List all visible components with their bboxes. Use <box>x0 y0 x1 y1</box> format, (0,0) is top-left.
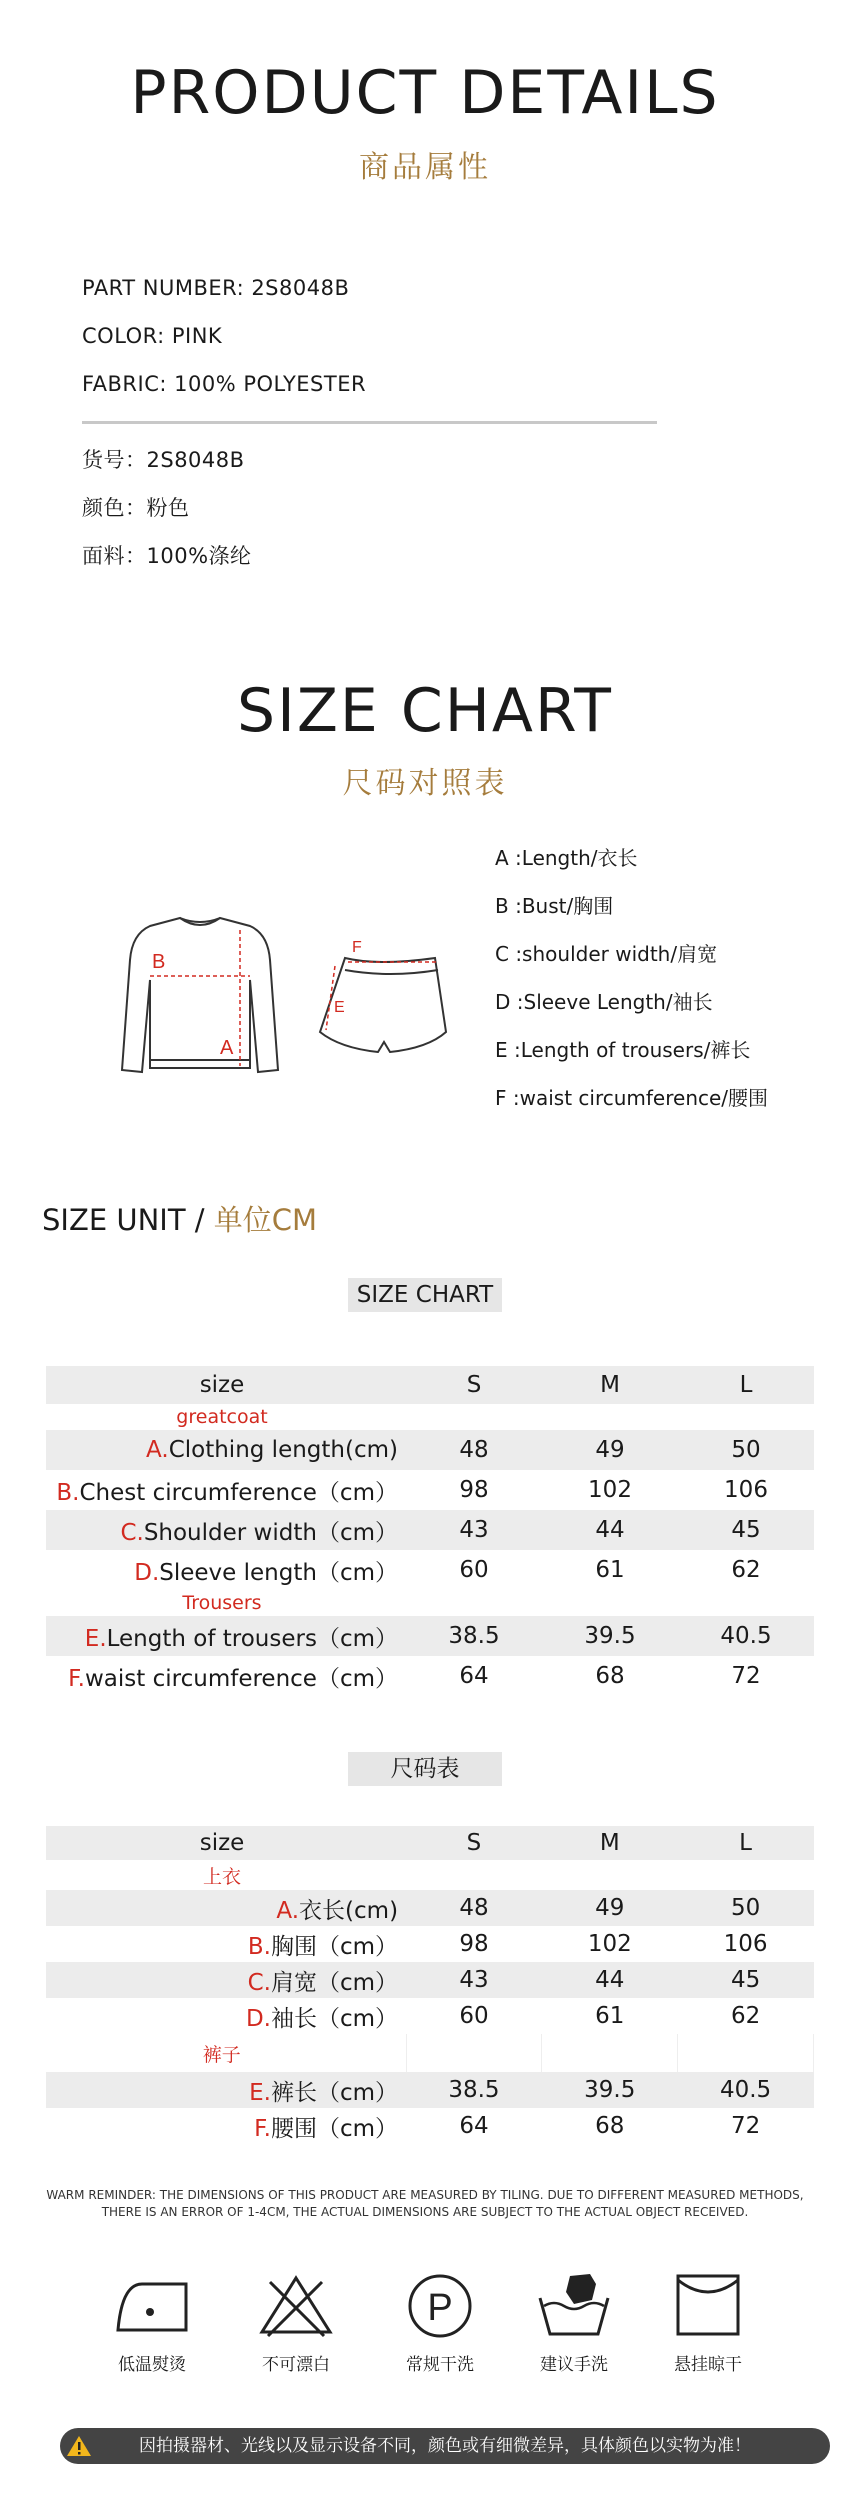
dry-clean-icon <box>400 2270 480 2340</box>
care-iron-low <box>82 2270 222 2375</box>
cell-l: 72 <box>731 1663 761 1689</box>
row-label: 袖长（cm） <box>270 2005 399 2032</box>
cell-s: 48 <box>406 1430 542 1470</box>
cell-l: 40.5 <box>678 2072 814 2108</box>
cell-s: 43 <box>406 1962 542 1998</box>
row-letter: F. <box>254 2115 271 2142</box>
size-chart-subtitle: 尺码对照表 <box>342 766 508 801</box>
cell-m: 39.5 <box>542 2072 678 2108</box>
row-letter: C. <box>120 1519 144 1546</box>
garment-diagram <box>100 900 490 1090</box>
cell-s: 64 <box>459 2113 489 2139</box>
care-label: 建议手洗 <box>540 2355 608 2375</box>
header-m: M <box>542 1366 678 1404</box>
size-unit-en: SIZE UNIT / <box>42 1203 214 1237</box>
row-letter: D. <box>245 2005 271 2032</box>
legend-b: B :Bust/胸围 <box>495 894 614 918</box>
iron-low-icon <box>112 2270 192 2340</box>
diagram-label-f: F <box>352 939 362 956</box>
table-row <box>46 1962 814 1998</box>
care-hand-wash <box>504 2270 644 2375</box>
size-unit <box>42 1198 317 1239</box>
row-label: Length of trousers（cm） <box>106 1625 398 1652</box>
table-header-row <box>46 1366 814 1404</box>
dry-clean-glyph: P <box>427 2287 453 2329</box>
cell-l: 106 <box>724 1477 768 1503</box>
size-unit-cn: 单位CM <box>213 1203 318 1237</box>
cell-m: 49 <box>542 1430 678 1470</box>
header-l: L <box>678 1826 814 1860</box>
header-m: M <box>542 1826 678 1860</box>
row-label: 胸围（cm） <box>270 1933 399 1960</box>
cell-m: 39.5 <box>542 1616 678 1656</box>
table-row <box>46 1510 814 1550</box>
cell-s: 43 <box>406 1510 542 1550</box>
page-subtitle: 商品属性 <box>359 150 491 185</box>
no-bleach-icon <box>256 2270 336 2340</box>
cell-m: 49 <box>542 1890 678 1926</box>
group-label: greatcoat <box>176 1406 268 1428</box>
row-label: Chest circumference（cm） <box>79 1479 398 1506</box>
header-size: size <box>46 1826 406 1860</box>
cell-m: 44 <box>542 1962 678 1998</box>
cell-s: 38.5 <box>406 2072 542 2108</box>
row-letter: A. <box>276 1897 300 1924</box>
row-letter: A. <box>146 1437 169 1463</box>
row-letter: B. <box>247 1933 271 1960</box>
care-label: 悬挂晾干 <box>674 2355 742 2375</box>
warm-reminder <box>0 2187 850 2221</box>
table-row <box>46 1998 814 2034</box>
table-header-row <box>46 1826 814 1860</box>
row-label: waist circumference（cm） <box>85 1665 398 1692</box>
legend-e: E :Length of trousers/裤长 <box>495 1038 751 1062</box>
group-row <box>46 2034 814 2072</box>
header-l: L <box>678 1366 814 1404</box>
table-row <box>46 1890 814 1926</box>
divider <box>82 421 657 424</box>
care-label: 不可漂白 <box>262 2355 330 2375</box>
table-row <box>46 2072 814 2108</box>
care-label: 常规干洗 <box>406 2355 474 2375</box>
row-letter: E. <box>84 1625 107 1652</box>
legend-c: C :shoulder width/肩宽 <box>495 942 718 966</box>
cell-s: 98 <box>459 1477 489 1503</box>
spec-part-number: PART NUMBER: 2S8048B <box>82 276 350 300</box>
color-notice-text: 因拍摄器材、光线以及显示设备不同，颜色或有细微差异，具体颜色以实物为准！ <box>139 2436 751 2456</box>
cell-m: 44 <box>542 1510 678 1550</box>
legend-f: F :waist circumference/腰围 <box>495 1086 769 1110</box>
cell-m: 61 <box>595 1557 625 1583</box>
row-letter: C. <box>247 1969 271 1996</box>
cell-m: 61 <box>595 2003 625 2029</box>
spec-fabric-cn: 面料：100%涤纶 <box>82 544 252 568</box>
cell-s: 38.5 <box>406 1616 542 1656</box>
cell-m: 102 <box>588 1477 632 1503</box>
size-chart-tag: SIZE CHART <box>348 1278 502 1312</box>
cell-l: 72 <box>730 2113 761 2139</box>
care-hang-dry <box>638 2270 778 2375</box>
cell-l: 45 <box>678 1510 814 1550</box>
color-notice-bar <box>60 2428 830 2464</box>
spec-part-number-cn: 货号：2S8048B <box>82 448 245 472</box>
page-title: PRODUCT DETAILS <box>130 58 720 128</box>
size-chart-tag-cn: 尺码表 <box>348 1752 502 1786</box>
table-row <box>46 1926 814 1962</box>
cell-l: 106 <box>723 1931 768 1957</box>
hang-dry-icon <box>668 2270 748 2340</box>
table-row <box>46 1430 814 1470</box>
warm-reminder-line-1: WARM REMINDER: THE DIMENSIONS OF THIS PRODUCT ARE MEASURED BY TILING. DUE TO DIFFERENT MEASURED METHODS, <box>46 2188 804 2202</box>
cell-s: 64 <box>459 1663 489 1689</box>
row-label: 腰围（cm） <box>270 2115 399 2142</box>
cell-m: 102 <box>587 1931 632 1957</box>
table-row <box>46 1656 814 1696</box>
cell-l: 50 <box>678 1430 814 1470</box>
row-label: 裤长（cm） <box>270 2079 399 2106</box>
warm-reminder-line-2: THERE IS AN ERROR OF 1-4CM, THE ACTUAL DIMENSIONS ARE SUBJECT TO THE ACTUAL OBJECT RECEIVED. <box>101 2205 749 2219</box>
cell-s: 60 <box>459 2003 489 2029</box>
care-dry-clean <box>370 2270 510 2375</box>
spec-fabric: FABRIC: 100% POLYESTER <box>82 372 367 396</box>
diagram-label-e: E <box>334 999 345 1016</box>
table-row <box>46 1470 814 1510</box>
row-label: Sleeve length（cm） <box>159 1559 398 1586</box>
row-letter: E. <box>249 2079 271 2106</box>
spec-color-cn: 颜色：粉色 <box>82 496 190 520</box>
group-label: 上衣 <box>203 1865 242 1888</box>
diagram-label-a: A <box>220 1037 234 1059</box>
row-label: Shoulder width（cm） <box>143 1519 398 1546</box>
row-label: 衣长(cm) <box>299 1897 399 1924</box>
group-label: 裤子 <box>202 2043 241 2066</box>
row-letter: B. <box>56 1479 80 1506</box>
header-s: S <box>406 1366 542 1404</box>
care-label: 低温熨烫 <box>118 2355 186 2375</box>
row-label: 肩宽（cm） <box>270 1969 399 1996</box>
size-table-cn <box>46 1826 814 2144</box>
cell-l: 45 <box>678 1962 814 1998</box>
size-chart-title: SIZE CHART <box>237 676 613 746</box>
cell-s: 60 <box>459 1557 489 1583</box>
cell-l: 62 <box>730 2003 761 2029</box>
cell-s: 48 <box>406 1890 542 1926</box>
group-row <box>46 1404 814 1430</box>
group-row <box>46 1590 814 1616</box>
spec-color: COLOR: PINK <box>82 324 223 348</box>
top-sketch <box>122 918 278 1072</box>
row-letter: F. <box>68 1665 85 1692</box>
cell-m: 68 <box>595 1663 625 1689</box>
row-letter: D. <box>134 1559 160 1586</box>
header-size: size <box>46 1366 406 1404</box>
group-row <box>46 1860 814 1890</box>
table-row <box>46 1550 814 1590</box>
group-label: Trousers <box>182 1592 262 1614</box>
table-row <box>46 2108 814 2144</box>
cell-l: 40.5 <box>678 1616 814 1656</box>
care-no-bleach <box>226 2270 366 2375</box>
table-row <box>46 1616 814 1656</box>
row-label: Clothing length(cm) <box>168 1437 398 1463</box>
hand-wash-icon <box>534 2270 614 2340</box>
cell-l: 62 <box>731 1557 761 1583</box>
size-table-en <box>46 1366 814 1696</box>
cell-s: 98 <box>459 1931 489 1957</box>
warning-icon <box>66 2435 92 2457</box>
cell-l: 50 <box>678 1890 814 1926</box>
header-s: S <box>406 1826 542 1860</box>
cell-m: 68 <box>595 2113 625 2139</box>
diagram-label-b: B <box>152 951 166 973</box>
legend-a: A :Length/衣长 <box>495 846 638 870</box>
legend-d: D :Sleeve Length/袖长 <box>495 990 713 1014</box>
